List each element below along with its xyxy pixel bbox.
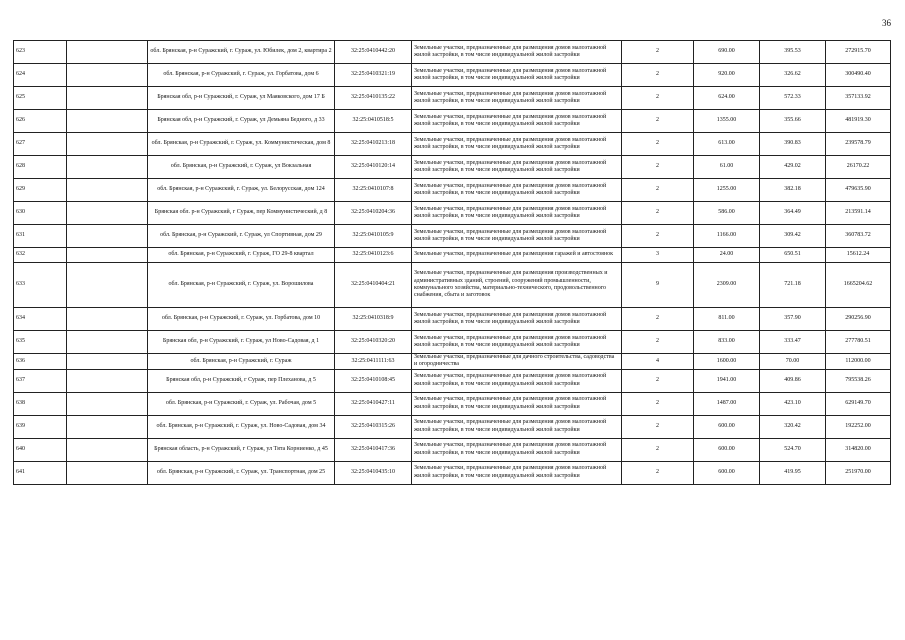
- row-number-cell: 626: [14, 110, 67, 133]
- area-cell: 61.00: [694, 156, 760, 179]
- address-cell: обл. Брянская, р-н Суражский, г. Сураж, ул Спортивная, дом 29: [148, 225, 335, 248]
- address-cell: обл. Брянская, р-н Суражский, г. Сураж, ул. Белорусская, дом 124: [148, 179, 335, 202]
- empty-cell: [67, 415, 148, 438]
- group-cell: 4: [622, 354, 694, 370]
- table-row: [14, 248, 891, 263]
- table-row: [14, 415, 891, 438]
- address-cell: обл. Брянская, р-н Суражский, г. Сураж, ул. Рабочая, дом 5: [148, 392, 335, 415]
- table-row: [14, 156, 891, 179]
- cadastral-number-cell: 32:25:0410213:18: [335, 133, 412, 156]
- cadastral-number-cell: 32:25:0410442:20: [335, 41, 412, 64]
- cadastral-value-cell: 479635.90: [826, 179, 891, 202]
- land-use-cell: Земельные участки, предназначенные для размещения домов малоэтажной жилой застройки, в том числе индивидуальной жилой застройки: [412, 202, 622, 225]
- group-cell: 2: [622, 369, 694, 392]
- land-use-cell: Земельные участки, предназначенные для размещения домов малоэтажной жилой застройки, в том числе индивидуальной жилой застройки: [412, 461, 622, 484]
- specific-value-cell: 333.47: [760, 331, 826, 354]
- area-cell: 24.00: [694, 248, 760, 263]
- cadastral-value-cell: 15612.24: [826, 248, 891, 263]
- land-use-cell: Земельные участки, предназначенные для размещения гаражей и автостоянок: [412, 248, 622, 263]
- group-cell: 2: [622, 392, 694, 415]
- address-cell: Брянская обл, р-н Суражский, г Сураж, пер Плеханова, д 5: [148, 369, 335, 392]
- specific-value-cell: 326.62: [760, 64, 826, 87]
- row-number-cell: 634: [14, 308, 67, 331]
- row-number-cell: 632: [14, 248, 67, 263]
- cadastral-number-cell: 32:25:0410120:14: [335, 156, 412, 179]
- specific-value-cell: 409.86: [760, 369, 826, 392]
- address-cell: обл. Брянская, р-н Суражский, г. Сураж: [148, 354, 335, 370]
- cadastral-value-cell: 290256.90: [826, 308, 891, 331]
- row-number-cell: 630: [14, 202, 67, 225]
- cadastral-number-cell: 32:25:0410321:19: [335, 64, 412, 87]
- group-cell: 2: [622, 202, 694, 225]
- area-cell: 600.00: [694, 415, 760, 438]
- row-number-cell: 637: [14, 369, 67, 392]
- cadastral-number-cell: 32:25:0410318:9: [335, 308, 412, 331]
- empty-cell: [67, 308, 148, 331]
- address-cell: обл. Брянская, р-н Суражский, г. Сураж, ул. Ворошилова: [148, 263, 335, 308]
- empty-cell: [67, 392, 148, 415]
- area-cell: 1600.00: [694, 354, 760, 370]
- empty-cell: [67, 41, 148, 64]
- table-row: [14, 225, 891, 248]
- land-use-cell: Земельные участки, предназначенные для размещения домов малоэтажной жилой застройки, в том числе индивидуальной жилой застройки: [412, 64, 622, 87]
- area-cell: 624.00: [694, 87, 760, 110]
- cadastral-number-cell: 32:25:0410427:11: [335, 392, 412, 415]
- group-cell: 2: [622, 87, 694, 110]
- table-row: [14, 354, 891, 370]
- area-cell: 586.00: [694, 202, 760, 225]
- land-use-cell: Земельные участки, предназначенные для размещения домов малоэтажной жилой застройки, в том числе индивидуальной жилой застройки: [412, 225, 622, 248]
- group-cell: 3: [622, 248, 694, 263]
- page-number: 36: [882, 18, 891, 28]
- table-row: [14, 308, 891, 331]
- group-cell: 2: [622, 415, 694, 438]
- row-number-cell: 633: [14, 263, 67, 308]
- land-use-cell: Земельные участки, предназначенные для размещения домов малоэтажной жилой застройки, в том числе индивидуальной жилой застройки: [412, 369, 622, 392]
- cadastral-number-cell: 32:25:0410135:22: [335, 87, 412, 110]
- cadastral-number-cell: 32:25:0411111:63: [335, 354, 412, 370]
- area-cell: 690.00: [694, 41, 760, 64]
- land-use-cell: Земельные участки, предназначенные для размещения домов малоэтажной жилой застройки, в том числе индивидуальной жилой застройки: [412, 392, 622, 415]
- area-cell: 1487.00: [694, 392, 760, 415]
- empty-cell: [67, 354, 148, 370]
- land-use-cell: Земельные участки, предназначенные для размещения домов малоэтажной жилой застройки, в том числе индивидуальной жилой застройки: [412, 41, 622, 64]
- cadastral-value-cell: 239578.79: [826, 133, 891, 156]
- cadastral-number-cell: 32:25:0410315:26: [335, 415, 412, 438]
- address-cell: Брянская область, р-н Суражский, г Сураж, ул Тята Корниенко, д 45: [148, 438, 335, 461]
- specific-value-cell: 423.10: [760, 392, 826, 415]
- empty-cell: [67, 87, 148, 110]
- cadastral-number-cell: 32:25:0410105:9: [335, 225, 412, 248]
- empty-cell: [67, 438, 148, 461]
- specific-value-cell: 309.42: [760, 225, 826, 248]
- table-row: [14, 369, 891, 392]
- land-use-cell: Земельные участки, предназначенные для размещения домов малоэтажной жилой застройки, в том числе индивидуальной жилой застройки: [412, 308, 622, 331]
- cadastral-number-cell: 32:25:0410320:20: [335, 331, 412, 354]
- row-number-cell: 641: [14, 461, 67, 484]
- empty-cell: [67, 110, 148, 133]
- table-row: [14, 179, 891, 202]
- cadastral-number-cell: 32:25:0410417:36: [335, 438, 412, 461]
- address-cell: обл. Брянская, р-н Суражский, г. Сураж, ул. Горбатова, дом 10: [148, 308, 335, 331]
- area-cell: 1941.00: [694, 369, 760, 392]
- cadastral-value-cell: 213591.14: [826, 202, 891, 225]
- row-number-cell: 631: [14, 225, 67, 248]
- address-cell: обл. Брянская, р-н Суражский, г. Сураж, ул. Юбилек, дом 2, квартира 2: [148, 41, 335, 64]
- row-number-cell: 640: [14, 438, 67, 461]
- table-row: [14, 133, 891, 156]
- address-cell: обл. Брянская, р-н Суражский, г. Сураж, ул Вокзальная: [148, 156, 335, 179]
- table-row: [14, 331, 891, 354]
- area-cell: 1166.00: [694, 225, 760, 248]
- land-use-cell: Земельные участки, предназначенные для размещения домов малоэтажной жилой застройки, в том числе индивидуальной жилой застройки: [412, 156, 622, 179]
- empty-cell: [67, 202, 148, 225]
- specific-value-cell: 357.90: [760, 308, 826, 331]
- cadastral-value-cell: 112000.00: [826, 354, 891, 370]
- address-cell: обл. Брянская, р-н Суражский, г. Сураж, ул. Коммунистическая, дом 8: [148, 133, 335, 156]
- land-use-cell: Земельные участки, предназначенные для дачного строительства, садоводства и огородничества: [412, 354, 622, 370]
- group-cell: 2: [622, 308, 694, 331]
- address-cell: Брянская обл. р-н Суражский, г Сураж, пер Коммунистический, д 8: [148, 202, 335, 225]
- address-cell: обл. Брянская, р-н Суражский, г. Сураж, ул. Ново-Садовая, дом 34: [148, 415, 335, 438]
- specific-value-cell: 364.49: [760, 202, 826, 225]
- area-cell: 920.00: [694, 64, 760, 87]
- land-use-cell: Земельные участки, предназначенные для размещения домов малоэтажной жилой застройки, в том числе индивидуальной жилой застройки: [412, 179, 622, 202]
- land-use-cell: Земельные участки, предназначенные для размещения домов малоэтажной жилой застройки, в том числе индивидуальной жилой застройки: [412, 110, 622, 133]
- cadastral-number-cell: 32:25:0410108:45: [335, 369, 412, 392]
- cadastral-value-cell: 481919.30: [826, 110, 891, 133]
- group-cell: 9: [622, 263, 694, 308]
- area-cell: 600.00: [694, 461, 760, 484]
- row-number-cell: 638: [14, 392, 67, 415]
- row-number-cell: 625: [14, 87, 67, 110]
- group-cell: 2: [622, 156, 694, 179]
- empty-cell: [67, 64, 148, 87]
- cadastral-value-cell: 629149.70: [826, 392, 891, 415]
- address-cell: Брянская обл, р-н Суражский, г. Сураж, ул Демьяна Бедного, д 33: [148, 110, 335, 133]
- table-row: [14, 392, 891, 415]
- empty-cell: [67, 263, 148, 308]
- empty-cell: [67, 248, 148, 263]
- group-cell: 2: [622, 225, 694, 248]
- specific-value-cell: 320.42: [760, 415, 826, 438]
- cadastral-value-cell: 26170.22: [826, 156, 891, 179]
- specific-value-cell: 524.70: [760, 438, 826, 461]
- address-cell: обл. Брянская, р-н Суражский, г. Сураж, ГО 29-8 квартал: [148, 248, 335, 263]
- specific-value-cell: 429.02: [760, 156, 826, 179]
- area-cell: 600.00: [694, 438, 760, 461]
- cadastral-number-cell: 32:25:0410204:36: [335, 202, 412, 225]
- table-row: [14, 438, 891, 461]
- specific-value-cell: 572.33: [760, 87, 826, 110]
- table-body: [14, 41, 891, 485]
- table-row: [14, 263, 891, 308]
- group-cell: 2: [622, 461, 694, 484]
- row-number-cell: 628: [14, 156, 67, 179]
- land-parcel-table: [13, 40, 891, 485]
- specific-value-cell: 395.53: [760, 41, 826, 64]
- table-row: [14, 41, 891, 64]
- empty-cell: [67, 369, 148, 392]
- group-cell: 2: [622, 110, 694, 133]
- cadastral-value-cell: 192252.00: [826, 415, 891, 438]
- specific-value-cell: 419.95: [760, 461, 826, 484]
- land-use-cell: Земельные участки, предназначенные для размещения домов малоэтажной жилой застройки, в том числе индивидуальной жилой застройки: [412, 87, 622, 110]
- address-cell: Брянская обл, р-н Суражский, г. Сураж, ул Ново-Садовая, д 1: [148, 331, 335, 354]
- land-use-cell: Земельные участки, предназначенные для размещения домов малоэтажной жилой застройки, в том числе индивидуальной жилой застройки: [412, 133, 622, 156]
- cadastral-value-cell: 314820.00: [826, 438, 891, 461]
- group-cell: 2: [622, 64, 694, 87]
- table-row: [14, 87, 891, 110]
- land-use-cell: Земельные участки, предназначенные для размещения домов малоэтажной жилой застройки, в том числе индивидуальной жилой застройки: [412, 438, 622, 461]
- specific-value-cell: 390.83: [760, 133, 826, 156]
- empty-cell: [67, 156, 148, 179]
- group-cell: 2: [622, 179, 694, 202]
- cadastral-value-cell: 277780.51: [826, 331, 891, 354]
- land-use-cell: Земельные участки, предназначенные для размещения домов малоэтажной жилой застройки, в том числе индивидуальной жилой застройки: [412, 415, 622, 438]
- row-number-cell: 623: [14, 41, 67, 64]
- address-cell: обл. Брянская, р-н Суражский, г. Сураж, ул. Транспортная, дом 25: [148, 461, 335, 484]
- cadastral-value-cell: 272915.70: [826, 41, 891, 64]
- table-row: [14, 202, 891, 225]
- empty-cell: [67, 225, 148, 248]
- specific-value-cell: 355.66: [760, 110, 826, 133]
- row-number-cell: 629: [14, 179, 67, 202]
- address-cell: Брянская обл, р-н Суражский, г. Сураж, ул Маяковского, дом 17 Б: [148, 87, 335, 110]
- area-cell: 811.00: [694, 308, 760, 331]
- area-cell: 2309.00: [694, 263, 760, 308]
- cadastral-value-cell: 300490.40: [826, 64, 891, 87]
- area-cell: 613.00: [694, 133, 760, 156]
- area-cell: 1355.00: [694, 110, 760, 133]
- empty-cell: [67, 461, 148, 484]
- group-cell: 2: [622, 41, 694, 64]
- area-cell: 833.00: [694, 331, 760, 354]
- row-number-cell: 635: [14, 331, 67, 354]
- group-cell: 2: [622, 133, 694, 156]
- cadastral-value-cell: 795538.26: [826, 369, 891, 392]
- address-cell: обл. Брянская, р-н Суражский, г. Сураж, ул. Горбатова, дом 6: [148, 64, 335, 87]
- cadastral-value-cell: 360783.72: [826, 225, 891, 248]
- cadastral-number-cell: 32:25:0410107:8: [335, 179, 412, 202]
- table-row: [14, 110, 891, 133]
- cadastral-value-cell: 357133.92: [826, 87, 891, 110]
- group-cell: 2: [622, 438, 694, 461]
- row-number-cell: 639: [14, 415, 67, 438]
- specific-value-cell: 650.51: [760, 248, 826, 263]
- area-cell: 1255.00: [694, 179, 760, 202]
- cadastral-number-cell: 32:25:0410435:10: [335, 461, 412, 484]
- empty-cell: [67, 133, 148, 156]
- empty-cell: [67, 179, 148, 202]
- cadastral-number-cell: 32:25:0410404:21: [335, 263, 412, 308]
- row-number-cell: 627: [14, 133, 67, 156]
- land-use-cell: Земельные участки, предназначенные для размещения производственных и административных зданий, строений, сооружений промышленности, коммунального хозяйства, материально-технического, продовольственного снабжения, сбыта и заготовок: [412, 263, 622, 308]
- cadastral-value-cell: 251970.00: [826, 461, 891, 484]
- cadastral-value-cell: 1665204.62: [826, 263, 891, 308]
- cadastral-number-cell: 32:25:0410518:5: [335, 110, 412, 133]
- empty-cell: [67, 331, 148, 354]
- land-use-cell: Земельные участки, предназначенные для размещения домов малоэтажной жилой застройки, в том числе индивидуальной жилой застройки: [412, 331, 622, 354]
- specific-value-cell: 721.18: [760, 263, 826, 308]
- row-number-cell: 636: [14, 354, 67, 370]
- row-number-cell: 624: [14, 64, 67, 87]
- group-cell: 2: [622, 331, 694, 354]
- table-row: [14, 461, 891, 484]
- table-row: [14, 64, 891, 87]
- specific-value-cell: 382.18: [760, 179, 826, 202]
- cadastral-number-cell: 32:25:0410123:6: [335, 248, 412, 263]
- specific-value-cell: 70.00: [760, 354, 826, 370]
